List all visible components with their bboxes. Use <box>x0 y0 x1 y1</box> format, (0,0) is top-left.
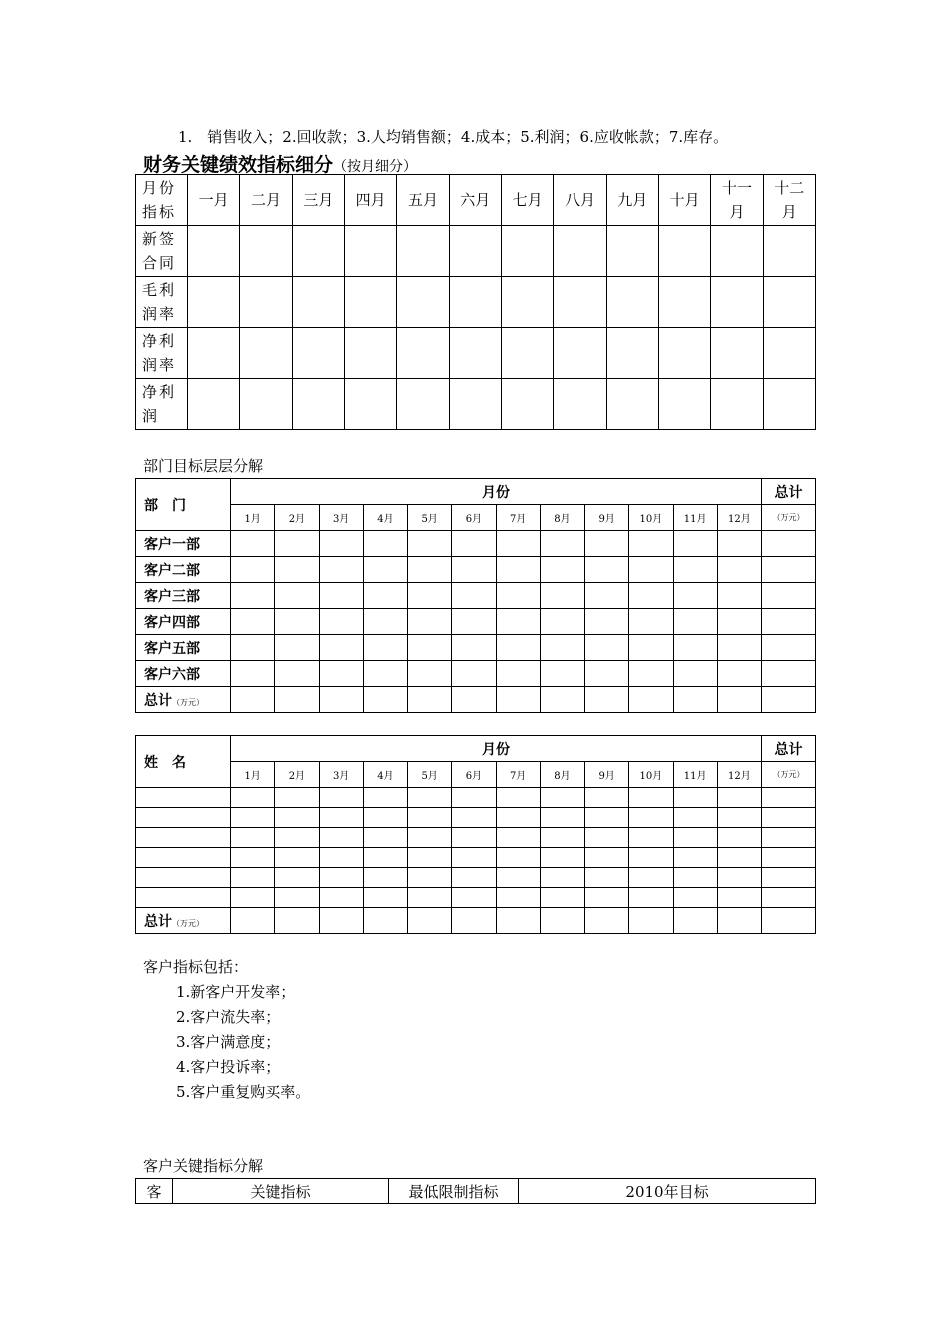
person-row <box>136 828 816 848</box>
person-header-row <box>136 736 816 762</box>
dept-head-label: 部 门 <box>136 479 231 531</box>
finance-month-header: 六月 <box>449 175 501 226</box>
customer-breakdown-header <box>136 1179 816 1204</box>
dept-month: 4月 <box>363 505 407 531</box>
dept-header-row <box>136 479 816 505</box>
finance-row-label: 净利 润率 <box>136 328 188 379</box>
finance-month-header: 九月 <box>606 175 658 226</box>
dept-caption: 部门目标层层分解 <box>143 457 264 475</box>
person-head-label: 姓 名 <box>136 736 231 788</box>
dept-target-table <box>135 478 816 713</box>
finance-month-header: 四月 <box>344 175 396 226</box>
dept-unit: （万元） <box>762 505 816 531</box>
dept-month: 12月 <box>717 505 761 531</box>
person-row <box>136 788 816 808</box>
dept-month: 9月 <box>585 505 629 531</box>
dept-month: 10月 <box>629 505 673 531</box>
intro-line: 1. 销售收入；2.回收款；3.人均销售额；4.成本；5.利润；6.应收帐款；7.库存。 <box>178 128 729 146</box>
customer-col: 客 <box>136 1179 173 1204</box>
person-row <box>136 848 816 868</box>
person-month-row <box>136 762 816 788</box>
dept-total-head: 总计 <box>762 479 816 505</box>
dept-total-label: 总计（万元） <box>136 687 231 713</box>
dept-month: 5月 <box>408 505 452 531</box>
finance-subtitle: （按月细分） <box>333 159 418 175</box>
dept-month: 1月 <box>231 505 275 531</box>
finance-header-row <box>136 175 816 226</box>
person-month: 7月 <box>496 762 540 788</box>
person-month: 3月 <box>319 762 363 788</box>
customer-item: 5.客户重复购买率。 <box>176 1083 311 1101</box>
customer-col: 最低限制指标 <box>389 1179 519 1204</box>
dept-month: 7月 <box>496 505 540 531</box>
person-row <box>136 808 816 828</box>
dept-month: 6月 <box>452 505 496 531</box>
dept-month: 11月 <box>673 505 717 531</box>
person-row <box>136 888 816 908</box>
dept-name: 客户六部 <box>136 661 231 687</box>
finance-month-header: 五月 <box>397 175 449 226</box>
dept-month-group: 月份 <box>231 479 762 505</box>
person-month: 12月 <box>717 762 761 788</box>
dept-row <box>136 609 816 635</box>
finance-row <box>136 277 816 328</box>
dept-row <box>136 661 816 687</box>
finance-row <box>136 328 816 379</box>
customer-item: 4.客户投诉率； <box>176 1058 281 1076</box>
dept-name: 客户三部 <box>136 583 231 609</box>
finance-title <box>143 150 417 177</box>
customer-col: 关键指标 <box>173 1179 389 1204</box>
dept-month: 2月 <box>275 505 319 531</box>
person-month: 5月 <box>408 762 452 788</box>
dept-row <box>136 531 816 557</box>
person-month: 6月 <box>452 762 496 788</box>
finance-month-header: 二月 <box>240 175 292 226</box>
person-month: 2月 <box>275 762 319 788</box>
customer-item: 2.客户流失率； <box>176 1008 281 1026</box>
finance-title-text: 财务关键绩效指标细分 <box>143 154 334 176</box>
finance-row <box>136 226 816 277</box>
finance-month-header: 十二 月 <box>763 175 815 226</box>
customer-item: 1.新客户开发率； <box>176 983 296 1001</box>
dept-name: 客户一部 <box>136 531 231 557</box>
dept-name: 客户五部 <box>136 635 231 661</box>
customer-breakdown-table <box>135 1178 816 1204</box>
person-month-group: 月份 <box>231 736 762 762</box>
finance-month-header: 一月 <box>188 175 240 226</box>
dept-month: 3月 <box>319 505 363 531</box>
dept-total-row <box>136 687 816 713</box>
finance-row-label: 净利 润 <box>136 379 188 430</box>
person-month: 10月 <box>629 762 673 788</box>
person-month: 4月 <box>363 762 407 788</box>
person-month: 1月 <box>231 762 275 788</box>
person-total-head: 总计 <box>762 736 816 762</box>
person-row <box>136 868 816 888</box>
person-total-row <box>136 908 816 934</box>
person-month: 9月 <box>585 762 629 788</box>
finance-row-label: 毛利 润率 <box>136 277 188 328</box>
dept-row <box>136 583 816 609</box>
dept-name: 客户二部 <box>136 557 231 583</box>
person-month: 11月 <box>673 762 717 788</box>
person-target-table <box>135 735 816 934</box>
finance-month-header: 十一 月 <box>711 175 763 226</box>
finance-corner-cell: 月份 指标 <box>136 175 188 226</box>
customer-heading: 客户指标包括： <box>143 958 249 976</box>
person-total-label: 总计（万元） <box>136 908 231 934</box>
person-month: 8月 <box>540 762 584 788</box>
finance-month-header: 七月 <box>501 175 553 226</box>
finance-row <box>136 379 816 430</box>
dept-month: 8月 <box>540 505 584 531</box>
finance-month-header: 三月 <box>292 175 344 226</box>
dept-name: 客户四部 <box>136 609 231 635</box>
finance-month-header: 八月 <box>554 175 606 226</box>
dept-month-row <box>136 505 816 531</box>
dept-row <box>136 557 816 583</box>
finance-kpi-table <box>135 174 816 430</box>
customer-breakdown-caption: 客户关键指标分解 <box>143 1157 264 1175</box>
finance-row-label: 新签 合同 <box>136 226 188 277</box>
customer-item: 3.客户满意度； <box>176 1033 281 1051</box>
customer-col: 2010年目标 <box>519 1179 816 1204</box>
person-unit: （万元） <box>762 762 816 788</box>
dept-row <box>136 635 816 661</box>
finance-month-header: 十月 <box>658 175 710 226</box>
